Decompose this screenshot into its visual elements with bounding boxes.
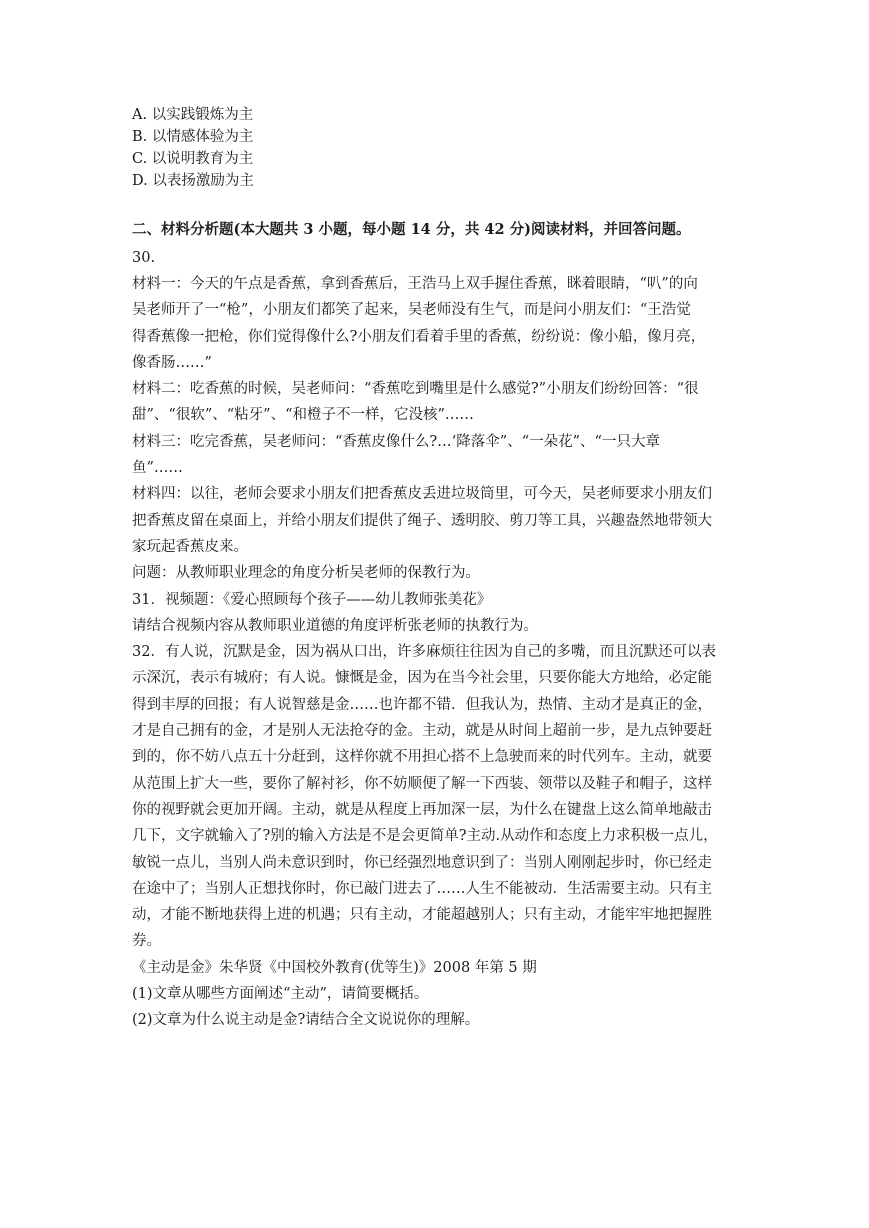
- text-line: 吴老师开了一“枪”，小朋友们都笑了起来，吴老师没有生气，而是问小朋友们：“王浩觉: [132, 302, 691, 319]
- text-line: 才是自己拥有的金，才是别人无法抢夺的金。主动，就是从时间上超前一步，是九点钟要赶: [132, 723, 712, 740]
- question-32-sub-2: (2)文章为什么说主动是金?请结合全文说说你的理解。: [132, 1012, 480, 1029]
- material-1: [132, 271, 742, 376]
- text-line: 鱼”……: [132, 460, 183, 477]
- text-line: 动，才能不断地获得上进的机遇；只有主动，才能超越别人；只有主动，才能牢牢地把握胜: [132, 907, 712, 924]
- text-line: 材料二：吃香蕉的时候，吴老师问：“香蕉吃到嘴里是什么感觉?”小朋友们纷纷回答：“很: [132, 381, 699, 398]
- text-line: 几下，文字就输入了?别的输入方法是不是会更简单?主动.从动作和态度上力求积极一点儿，: [132, 828, 718, 845]
- text-line: 你的视野就会更加开阔。主动，就是从程度上再加深一层，为什么在键盘上这么简单地敲击: [132, 801, 712, 818]
- text-line: 在途中了；当别人正想找你时，你已敲门进去了……人生不能被动．生活需要主动。只有主: [132, 880, 712, 897]
- section-heading: 二、材料分析题(本大题共 3 小题，每小题 14 分，共 42 分)阅读材料，并回答问题。: [132, 221, 691, 238]
- question-31-title: 31．视频题：《爱心照顾每个孩子——幼儿教师张美花》: [132, 591, 492, 608]
- answer-options: [132, 104, 742, 192]
- text-line: 把香蕉皮留在桌面上，并给小朋友们提供了绳子、透明胶、剪刀等工具，兴趣盎然地带领大: [132, 512, 712, 529]
- question-30-number: 30.: [132, 250, 156, 266]
- option-d: D. 以表扬激励为主: [132, 173, 254, 189]
- question-30-prompt: 问题：从教师职业理念的角度分析吴老师的保教行为。: [132, 565, 480, 582]
- material-2: [132, 376, 742, 429]
- text-line: 材料三：吃完香蕉，吴老师问：“香蕉皮像什么?…‘降落伞”、“一朵花”、“一只大章: [132, 433, 660, 450]
- option-b: B. 以情感体验为主: [132, 129, 254, 145]
- text-line: 32．有人说，沉默是金，因为祸从口出，许多麻烦往往因为自己的多嘴，而且沉默还可以表: [132, 644, 716, 661]
- text-line: 材料一：今天的午点是香蕉，拿到香蕉后，王浩马上双手握住香蕉，眯着眼睛，“叭”的向: [132, 276, 698, 292]
- option-a: A. 以实践锻炼为主: [132, 107, 254, 123]
- question-32-source: 《主动是金》朱华贤《中国校外教育(优等生)》2008 年第 5 期: [132, 959, 537, 976]
- document-content: [132, 104, 742, 1034]
- text-line: 从范围上扩大一些，要你了解衬衫，你不妨顺便了解一下西装、领带以及鞋子和帽子，这样: [132, 775, 712, 792]
- material-4: [132, 481, 742, 560]
- question-31-prompt: 请结合视频内容从教师职业道德的角度评析张老师的执教行为。: [132, 617, 538, 634]
- text-line: 材料四：以往，老师会要求小朋友们把香蕉皮丢进垃圾筒里，可今天，吴老师要求小朋友们: [132, 486, 712, 503]
- text-line: 像香肠……”: [132, 354, 212, 371]
- text-line: 到的，你不妨八点五十分赶到，这样你就不用担心搭不上急驶而来的时代列车。主动，就要: [132, 749, 712, 766]
- text-line: 券。: [132, 933, 161, 950]
- text-line: 得到丰厚的回报；有人说智慈是金……也许都不错．但我认为，热情、主动才是真正的金，: [132, 696, 712, 713]
- text-line: 示深沉，表示有城府；有人说。慷慨是金，因为在当今社会里，只要你能大方地给，必定能: [132, 670, 712, 687]
- option-c: C. 以说明教育为主: [132, 151, 254, 167]
- question-32-sub-1: (1)文章从哪些方面阐述“主动”，请简要概括。: [132, 986, 429, 1003]
- text-line: 得香蕉像一把枪，你们觉得像什么?小朋友们看着手里的香蕉，纷纷说：像小船，像月亮，: [132, 328, 706, 345]
- text-line: 敏锐一点儿，当别人尚未意识到时，你已经强烈地意识到了：当别人刚刚起步时，你已经走: [132, 854, 712, 871]
- material-3: [132, 429, 742, 482]
- question-32-passage: [132, 639, 742, 955]
- text-line: 家玩起香蕉皮来。: [132, 538, 248, 555]
- text-line: 甜”、“很软”、“粘牙”、“和橙子不一样，它没核”……: [132, 407, 474, 424]
